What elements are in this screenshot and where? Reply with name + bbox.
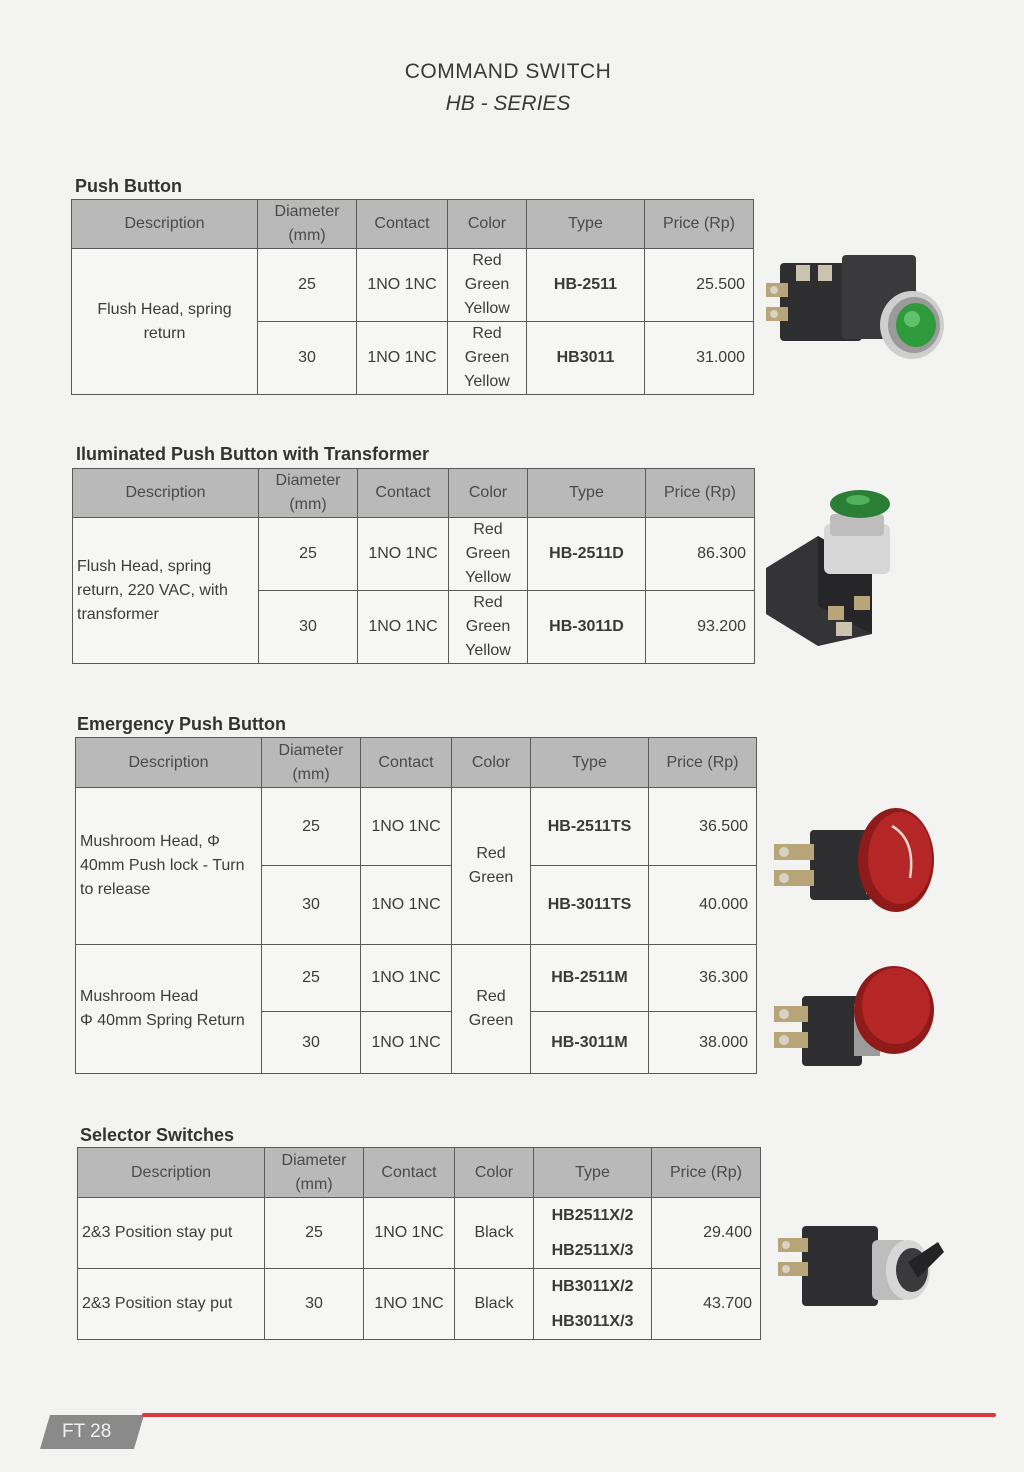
table-row xyxy=(73,518,755,591)
row-price: 93.200 xyxy=(646,591,755,664)
table-row xyxy=(72,249,754,322)
row-price: 25.500 xyxy=(645,249,754,322)
push-button-table xyxy=(71,199,754,395)
col-header-diameter: Diameter (mm) xyxy=(259,469,358,518)
row-contact: 1NO 1NC xyxy=(361,945,452,1012)
page-number: FT 28 xyxy=(62,1421,112,1442)
table-header-row xyxy=(78,1148,761,1198)
row-price: 43.700 xyxy=(652,1269,761,1340)
row-contact: 1NO 1NC xyxy=(364,1269,455,1340)
green-push-button-icon xyxy=(762,245,950,375)
row-colors: Red Green Yellow xyxy=(449,591,528,664)
row-description: Mushroom Head, Φ 40mm Push lock - Turn to release xyxy=(76,788,262,945)
col-header-description: Description xyxy=(76,738,262,788)
row-type: HB-3011M xyxy=(531,1012,649,1074)
row-diameter: 30 xyxy=(262,1012,361,1074)
row-price: 86.300 xyxy=(646,518,755,591)
row-price: 36.300 xyxy=(649,945,757,1012)
row-diameter: 30 xyxy=(259,591,358,664)
table-row xyxy=(76,945,757,1012)
row-diameter: 30 xyxy=(262,866,361,945)
row-price: 38.000 xyxy=(649,1012,757,1074)
col-header-color: Color xyxy=(455,1148,534,1198)
row-contact: 1NO 1NC xyxy=(358,518,449,591)
col-header-price: Price (Rp) xyxy=(652,1148,761,1198)
row-contact: 1NO 1NC xyxy=(361,866,452,945)
row-price: 36.500 xyxy=(649,788,757,866)
row-diameter: 25 xyxy=(258,249,357,322)
emergency-table xyxy=(75,737,757,1074)
section-title-illuminated: Iluminated Push Button with Transformer xyxy=(76,444,430,464)
table-header-row xyxy=(73,469,755,518)
row-contact: 1NO 1NC xyxy=(357,322,448,395)
emergency-stop-spring-icon xyxy=(770,960,940,1076)
col-header-description: Description xyxy=(72,200,258,249)
col-header-diameter: Diameter (mm) xyxy=(258,200,357,249)
col-header-price: Price (Rp) xyxy=(645,200,754,249)
section-title-selector: Selector Switches xyxy=(80,1125,235,1145)
row-type: HB3011X/2 HB3011X/3 xyxy=(534,1269,652,1340)
row-contact: 1NO 1NC xyxy=(357,249,448,322)
row-contact: 1NO 1NC xyxy=(364,1198,455,1269)
row-contact: 1NO 1NC xyxy=(358,591,449,664)
row-diameter: 25 xyxy=(259,518,358,591)
row-diameter: 25 xyxy=(262,945,361,1012)
illuminated-push-button-icon xyxy=(760,484,920,654)
col-header-description: Description xyxy=(78,1148,265,1198)
row-type: HB-2511M xyxy=(531,945,649,1012)
col-header-contact: Contact xyxy=(361,738,452,788)
footer-accent-line xyxy=(142,1413,996,1417)
col-header-color: Color xyxy=(452,738,531,788)
page-subtitle: HB - SERIES xyxy=(445,92,571,115)
row-description: 2&3 Position stay put xyxy=(78,1198,265,1269)
col-header-contact: Contact xyxy=(357,200,448,249)
row-contact: 1NO 1NC xyxy=(361,1012,452,1074)
table-row xyxy=(76,788,757,866)
selector-switch-icon xyxy=(772,1212,948,1322)
illuminated-table xyxy=(72,468,755,664)
emergency-stop-twist-icon xyxy=(770,800,940,912)
col-header-diameter: Diameter (mm) xyxy=(265,1148,364,1198)
row-color: Black xyxy=(455,1269,534,1340)
row-description: Flush Head, spring return xyxy=(72,249,258,395)
row-description: Mushroom Head Φ 40mm Spring Return xyxy=(76,945,262,1074)
row-diameter: 30 xyxy=(265,1269,364,1340)
row-diameter: 25 xyxy=(265,1198,364,1269)
row-type: HB2511X/2 HB2511X/3 xyxy=(534,1198,652,1269)
col-header-contact: Contact xyxy=(364,1148,455,1198)
row-type: HB-2511TS xyxy=(531,788,649,866)
row-color: Black xyxy=(455,1198,534,1269)
row-price: 29.400 xyxy=(652,1198,761,1269)
col-header-diameter: Diameter (mm) xyxy=(262,738,361,788)
row-colors: Red Green xyxy=(452,945,531,1074)
row-description: 2&3 Position stay put xyxy=(78,1269,265,1340)
section-title-emergency: Emergency Push Button xyxy=(77,714,287,734)
col-header-color: Color xyxy=(449,469,528,518)
row-type: HB-2511 xyxy=(527,249,645,322)
col-header-type: Type xyxy=(527,200,645,249)
table-row xyxy=(78,1198,761,1269)
col-header-type: Type xyxy=(531,738,649,788)
col-header-price: Price (Rp) xyxy=(649,738,757,788)
col-header-contact: Contact xyxy=(358,469,449,518)
row-diameter: 30 xyxy=(258,322,357,395)
row-colors: Red Green Yellow xyxy=(448,249,527,322)
col-header-color: Color xyxy=(448,200,527,249)
row-price: 31.000 xyxy=(645,322,754,395)
row-colors: Red Green Yellow xyxy=(448,322,527,395)
row-diameter: 25 xyxy=(262,788,361,866)
selector-table xyxy=(77,1147,761,1340)
col-header-price: Price (Rp) xyxy=(646,469,755,518)
page-title: COMMAND SWITCH xyxy=(404,60,612,83)
row-type: HB-3011TS xyxy=(531,866,649,945)
row-contact: 1NO 1NC xyxy=(361,788,452,866)
col-header-type: Type xyxy=(534,1148,652,1198)
row-colors: Red Green Yellow xyxy=(449,518,528,591)
row-description: Flush Head, spring return, 220 VAC, with transformer xyxy=(73,518,259,664)
row-type: HB3011 xyxy=(527,322,645,395)
section-title-push-button: Push Button xyxy=(75,176,182,196)
row-type: HB-3011D xyxy=(528,591,646,664)
row-price: 40.000 xyxy=(649,866,757,945)
table-header-row xyxy=(76,738,757,788)
row-type: HB-2511D xyxy=(528,518,646,591)
table-row xyxy=(78,1269,761,1340)
row-colors: Red Green xyxy=(452,788,531,945)
col-header-type: Type xyxy=(528,469,646,518)
table-header-row xyxy=(72,200,754,249)
col-header-description: Description xyxy=(73,469,259,518)
